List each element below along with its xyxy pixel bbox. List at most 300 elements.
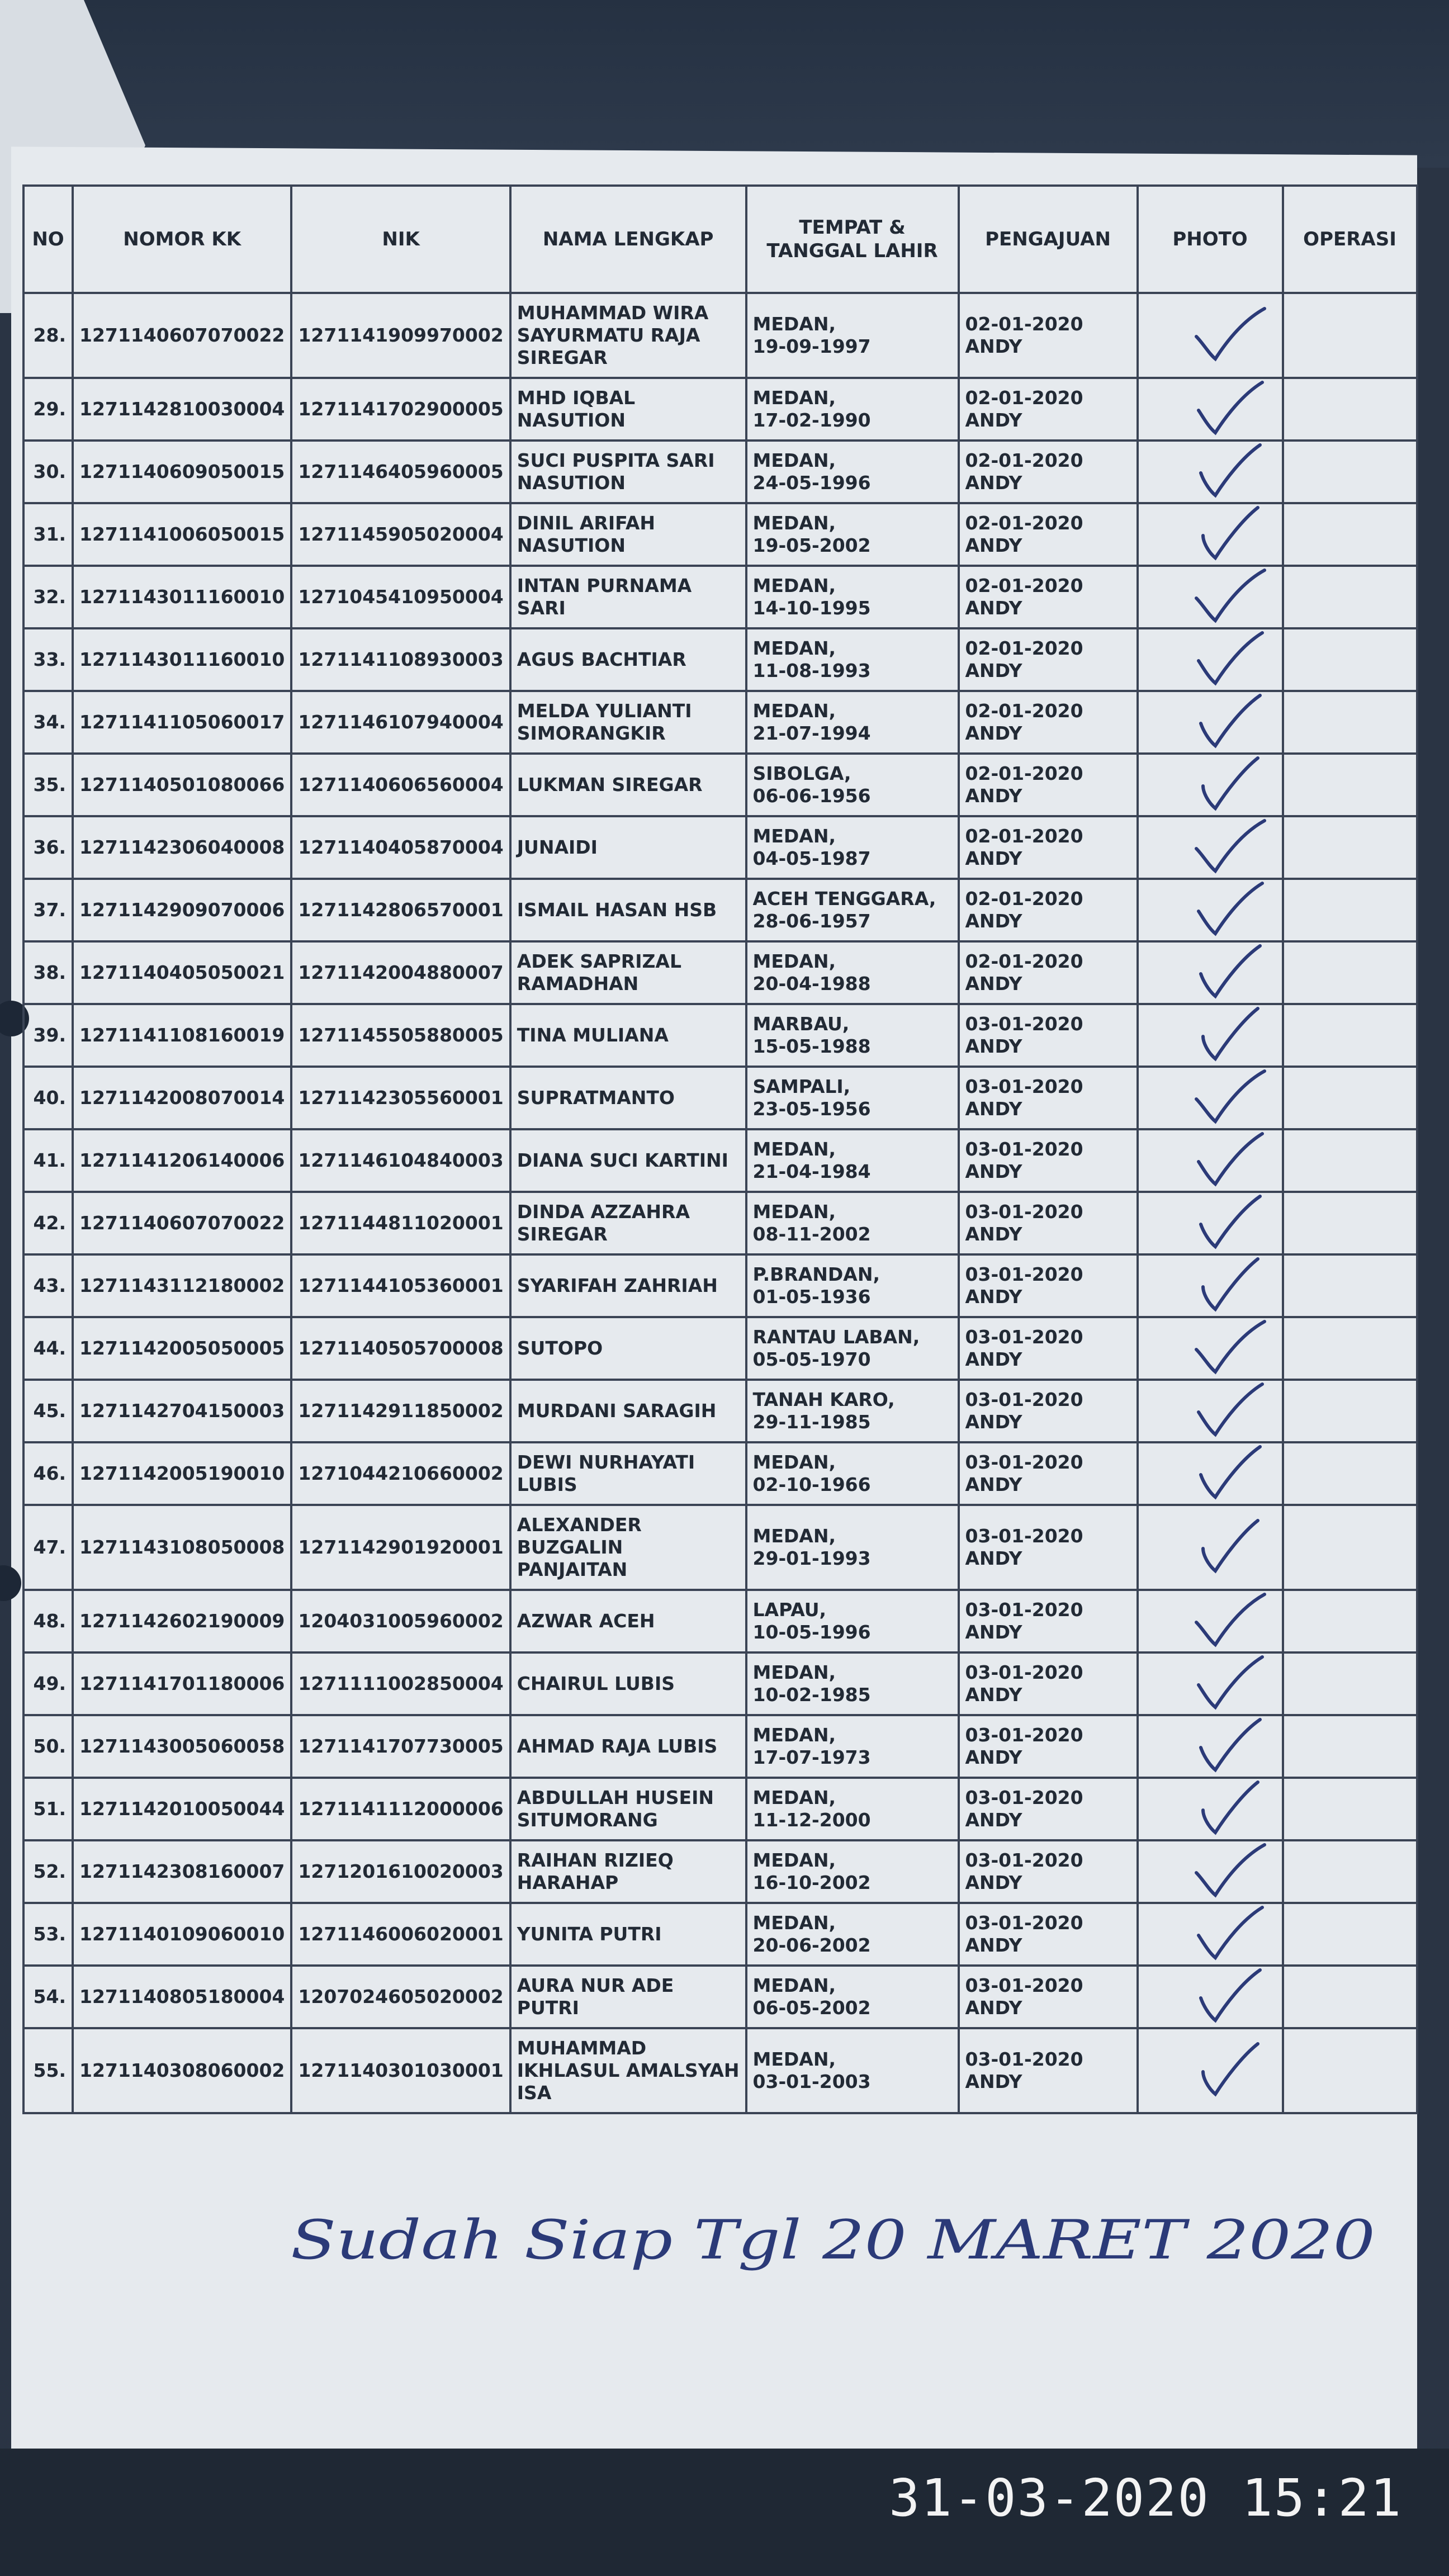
table-row [23,1442,1417,1505]
table-row [23,1317,1417,1380]
petugas: ANDY [965,1286,1022,1308]
petugas: ANDY [965,1621,1022,1643]
petugas: ANDY [965,1035,1022,1057]
tempat-lahir: MEDAN, [752,1787,836,1808]
tempat-tanggal-lahir-cell [746,816,959,879]
nama-line: SITUMORANG [517,1809,658,1831]
petugas: ANDY [965,409,1022,431]
tempat-tanggal-lahir-cell [746,566,959,628]
header-photo: PHOTO [1138,186,1283,293]
tanggal-pengajuan: 02-01-2020 [965,449,1083,471]
row-number: 49. [23,1652,73,1715]
nik-cell: 1271146104840003 [291,1129,510,1192]
nik-cell: 1271044210660002 [291,1442,510,1505]
nik-cell: 1271141707730005 [291,1715,510,1778]
petugas: ANDY [965,910,1022,932]
nomor-kk-cell: 1271140405050021 [73,941,291,1004]
petugas: ANDY [965,1411,1022,1433]
tempat-lahir: RANTAU LABAN, [752,1326,920,1348]
nama-line: MUHAMMAD [517,2037,647,2059]
nomor-kk-cell: 1271142005190010 [73,1442,291,1505]
tanggal-lahir: 06-06-1956 [752,785,871,807]
nama-cell [510,1652,746,1715]
operasi-cell [1283,2028,1417,2113]
photo-cell [1138,691,1283,754]
tanggal-lahir: 28-06-1957 [752,910,871,932]
pengajuan-cell [959,816,1138,879]
petugas: ANDY [965,1684,1022,1706]
operasi-cell [1283,1840,1417,1903]
nomor-kk-cell: 1271142008070014 [73,1067,291,1129]
nama-line: NASUTION [517,534,626,556]
nama-cell [510,378,746,441]
tempat-lahir: SAMPALI, [752,1076,851,1097]
nik-cell: 1271142806570001 [291,879,510,941]
tempat-lahir: MEDAN, [752,575,836,596]
tempat-tanggal-lahir-cell [746,2028,959,2113]
nomor-kk-cell: 1271142005050005 [73,1317,291,1380]
nama-cell [510,1192,746,1254]
tanggal-pengajuan: 03-01-2020 [965,1525,1083,1547]
tempat-tanggal-lahir-cell [746,691,959,754]
nik-cell: 1271111002850004 [291,1652,510,1715]
photo-cell [1138,1505,1283,1590]
checkmark-icon [1186,1840,1270,1902]
tanggal-lahir: 05-05-1970 [752,1348,871,1370]
tanggal-pengajuan: 02-01-2020 [965,387,1083,409]
photo-cell [1138,441,1283,503]
row-number: 42. [23,1192,73,1254]
nomor-kk-cell: 1271140607070022 [73,293,291,378]
photo-cell [1138,879,1283,941]
row-number: 46. [23,1442,73,1505]
checkmark-icon [1186,1652,1270,1714]
header-pengajuan: PENGAJUAN [959,186,1138,293]
nik-cell: 1271201610020003 [291,1840,510,1903]
operasi-cell [1283,879,1417,941]
row-number: 31. [23,503,73,566]
nik-cell: 1271145505880005 [291,1004,510,1067]
nama-line: RAIHAN RIZIEQ [517,1849,674,1871]
nama-cell [510,1317,746,1380]
photo-cell [1138,293,1283,378]
checkmark-icon [1186,503,1270,565]
operasi-cell [1283,1004,1417,1067]
nik-cell: 1204031005960002 [291,1590,510,1652]
nik-cell: 1271141909970002 [291,293,510,378]
table-row [23,1505,1417,1590]
nama-line: DINDA AZZAHRA [517,1201,690,1223]
tanggal-lahir: 24-05-1996 [752,472,871,494]
table-row [23,2028,1417,2113]
table-row [23,1840,1417,1903]
tempat-tanggal-lahir-cell [746,503,959,566]
tanggal-lahir: 15-05-1988 [752,1035,871,1057]
table-header-row [23,186,1417,293]
nik-cell: 1271141112000006 [291,1778,510,1840]
row-number: 32. [23,566,73,628]
tempat-tanggal-lahir-cell [746,441,959,503]
pengajuan-cell [959,1442,1138,1505]
tempat-lahir: MEDAN, [752,1912,836,1934]
photo-cell [1138,1192,1283,1254]
nama-line: TINA MULIANA [517,1024,669,1046]
photo-cell [1138,628,1283,691]
nama-line: ISA [517,2082,552,2104]
tempat-tanggal-lahir-cell [746,1004,959,1067]
tanggal-pengajuan: 02-01-2020 [965,700,1083,722]
photo-cell [1138,1317,1283,1380]
nomor-kk-cell: 1271141108160019 [73,1004,291,1067]
row-number: 35. [23,754,73,816]
pengajuan-cell [959,1590,1138,1652]
tempat-lahir: MEDAN, [752,1201,836,1223]
table-row [23,1129,1417,1192]
operasi-cell [1283,1652,1417,1715]
pengajuan-cell [959,941,1138,1004]
tempat-tanggal-lahir-cell [746,1129,959,1192]
tempat-tanggal-lahir-cell [746,628,959,691]
photo-cell [1138,816,1283,879]
tempat-tanggal-lahir-cell [746,1254,959,1317]
nik-cell: 1271142004880007 [291,941,510,1004]
checkmark-icon [1186,628,1270,690]
header-operasi: OPERASI [1283,186,1417,293]
operasi-cell [1283,754,1417,816]
checkmark-icon [1186,1442,1270,1504]
tempat-lahir: MEDAN, [752,1661,836,1683]
nama-line: MELDA YULIANTI [517,700,692,722]
tempat-tanggal-lahir-cell [746,879,959,941]
tanggal-lahir: 11-08-1993 [752,660,871,681]
operasi-cell [1283,566,1417,628]
checkmark-icon [1186,879,1270,940]
tempat-tanggal-lahir-cell [746,1067,959,1129]
row-number: 47. [23,1505,73,1590]
nama-line: AHMAD RAJA LUBIS [517,1735,718,1757]
petugas: ANDY [965,973,1022,995]
photo-cell [1138,1004,1283,1067]
tempat-tanggal-lahir-cell [746,293,959,378]
nama-cell [510,293,746,378]
table-row [23,1590,1417,1652]
tanggal-lahir: 19-09-1997 [752,335,871,357]
tempat-tanggal-lahir-cell [746,1840,959,1903]
nama-cell [510,1840,746,1903]
nama-line: RAMADHAN [517,973,639,995]
tempat-tanggal-lahir-cell [746,1317,959,1380]
tempat-lahir: LAPAU, [752,1599,827,1621]
table-row [23,1652,1417,1715]
pengajuan-cell [959,1192,1138,1254]
photo-cell [1138,1129,1283,1192]
tanggal-lahir: 03-01-2003 [752,2071,871,2092]
photo-cell [1138,941,1283,1004]
tempat-lahir: MEDAN, [752,313,836,335]
checkmark-icon [1186,1317,1270,1379]
petugas: ANDY [965,785,1022,807]
row-number: 52. [23,1840,73,1903]
tempat-lahir: MARBAU, [752,1013,850,1035]
nomor-kk-cell: 1271140609050015 [73,441,291,503]
checkmark-icon [1186,1129,1270,1191]
nama-cell [510,1067,746,1129]
row-number: 43. [23,1254,73,1317]
nomor-kk-cell: 1271141006050015 [73,503,291,566]
table-row [23,503,1417,566]
tempat-tanggal-lahir-cell [746,1903,959,1966]
table-row [23,441,1417,503]
pengajuan-cell [959,2028,1138,2113]
row-number: 36. [23,816,73,879]
nama-cell [510,566,746,628]
row-number: 38. [23,941,73,1004]
operasi-cell [1283,1505,1417,1590]
tempat-lahir: ACEH TENGGARA, [752,888,936,910]
tanggal-lahir: 02-10-1966 [752,1474,871,1495]
row-number: 50. [23,1715,73,1778]
petugas: ANDY [965,1934,1022,1956]
photo-cell [1138,503,1283,566]
petugas: ANDY [965,722,1022,744]
checkmark-icon [1186,1067,1270,1128]
tempat-tanggal-lahir-cell [746,378,959,441]
pengajuan-cell [959,1129,1138,1192]
pengajuan-cell [959,1254,1138,1317]
photo-cell [1138,754,1283,816]
nama-cell [510,754,746,816]
petugas: ANDY [965,472,1022,494]
nik-cell: 1271142901920001 [291,1505,510,1590]
petugas: ANDY [965,335,1022,357]
table-row [23,628,1417,691]
photo-cell [1138,1652,1283,1715]
checkmark-icon [1186,2039,1270,2101]
row-number: 44. [23,1317,73,1380]
nama-line: MUHAMMAD WIRA [517,302,709,324]
nama-cell [510,1715,746,1778]
pengajuan-cell [959,1840,1138,1903]
tempat-lahir: MEDAN, [752,2048,836,2070]
pengajuan-cell [959,1004,1138,1067]
nama-line: SUTOPO [517,1337,603,1359]
petugas: ANDY [965,2071,1022,2092]
tanggal-lahir: 23-05-1956 [752,1098,871,1120]
table-row [23,1192,1417,1254]
operasi-cell [1283,1590,1417,1652]
nomor-kk-cell: 1271140607070022 [73,1192,291,1254]
table-row [23,1778,1417,1840]
pengajuan-cell [959,1505,1138,1590]
photo-cell [1138,2028,1283,2113]
tanggal-lahir: 04-05-1987 [752,847,871,869]
pengajuan-cell [959,1380,1138,1442]
petugas: ANDY [965,534,1022,556]
tanggal-lahir: 17-02-1990 [752,409,871,431]
operasi-cell [1283,691,1417,754]
nik-cell: 1271141702900005 [291,378,510,441]
nik-cell: 1271146405960005 [291,441,510,503]
tempat-lahir: P.BRANDAN, [752,1263,880,1285]
nama-line: SIREGAR [517,347,608,368]
table-row [23,1903,1417,1966]
nama-line: DEWI NURHAYATI [517,1451,695,1473]
petugas: ANDY [965,597,1022,619]
nomor-kk-cell: 1271143108050008 [73,1505,291,1590]
checkmark-icon [1186,1380,1270,1441]
pengajuan-cell [959,1067,1138,1129]
tanggal-lahir: 29-01-1993 [752,1547,871,1569]
nama-line: SAYURMATU RAJA [517,324,700,346]
checkmark-icon [1186,566,1270,627]
petugas: ANDY [965,1098,1022,1120]
tanggal-pengajuan: 03-01-2020 [965,2048,1083,2070]
row-number: 40. [23,1067,73,1129]
nama-cell [510,1442,746,1505]
table-row [23,1067,1417,1129]
nama-line: AGUS BACHTIAR [517,648,686,670]
nik-cell: 1271140301030001 [291,2028,510,2113]
operasi-cell [1283,941,1417,1004]
nik-cell: 1271140505700008 [291,1317,510,1380]
tanggal-lahir: 01-05-1936 [752,1286,871,1308]
pengajuan-cell [959,879,1138,941]
table-row [23,378,1417,441]
nik-cell: 1271142305560001 [291,1067,510,1129]
tanggal-pengajuan: 03-01-2020 [965,1389,1083,1410]
tanggal-pengajuan: 02-01-2020 [965,950,1083,972]
nik-cell: 1271146006020001 [291,1903,510,1966]
pengajuan-cell [959,293,1138,378]
tanggal-lahir: 16-10-2002 [752,1872,871,1893]
tempat-lahir: MEDAN, [752,950,836,972]
pengajuan-cell [959,1778,1138,1840]
header-nomor-kk: NOMOR KK [73,186,291,293]
header-nama-lengkap: NAMA LENGKAP [510,186,746,293]
tempat-lahir: MEDAN, [752,512,836,534]
checkmark-icon [1186,1192,1270,1253]
nama-line: SUPRATMANTO [517,1087,675,1109]
tempat-tanggal-lahir-cell [746,1778,959,1840]
tanggal-pengajuan: 02-01-2020 [965,637,1083,659]
row-number: 29. [23,378,73,441]
photo-cell [1138,1442,1283,1505]
nomor-kk-cell: 1271141206140006 [73,1129,291,1192]
nama-line: LUBIS [517,1474,577,1495]
tanggal-lahir: 08-11-2002 [752,1223,871,1245]
checkmark-icon [1186,941,1270,1003]
nama-line: DIANA SUCI KARTINI [517,1149,728,1171]
operasi-cell [1283,1442,1417,1505]
petugas: ANDY [965,1872,1022,1893]
checkmark-icon [1186,441,1270,502]
nama-cell [510,1254,746,1317]
row-number: 55. [23,2028,73,2113]
photo-cell [1138,1380,1283,1442]
nama-cell [510,1966,746,2028]
nama-line: SIMORANGKIR [517,722,666,744]
operasi-cell [1283,1254,1417,1317]
nama-line: AZWAR ACEH [517,1610,655,1632]
nama-line: LUKMAN SIREGAR [517,774,703,795]
row-number: 41. [23,1129,73,1192]
petugas: ANDY [965,660,1022,681]
pengajuan-cell [959,1652,1138,1715]
row-number: 33. [23,628,73,691]
photo-cell [1138,566,1283,628]
table-row [23,879,1417,941]
nomor-kk-cell: 1271142909070006 [73,879,291,941]
tempat-tanggal-lahir-cell [746,1442,959,1505]
nomor-kk-cell: 1271140109060010 [73,1903,291,1966]
checkmark-icon [1186,304,1270,366]
checkmark-icon [1186,691,1270,752]
nama-line: MURDANI SARAGIH [517,1400,717,1422]
tanggal-lahir: 14-10-1995 [752,597,871,619]
tanggal-pengajuan: 03-01-2020 [965,1076,1083,1097]
nik-cell: 1271045410950004 [291,566,510,628]
tanggal-pengajuan: 03-01-2020 [965,1138,1083,1160]
handwritten-note-text: Sudah Siap Tgl 20 MARET 2020 [291,2209,1375,2271]
photo-cell [1138,1778,1283,1840]
nomor-kk-cell: 1271142602190009 [73,1590,291,1652]
operasi-cell [1283,1778,1417,1840]
row-number: 28. [23,293,73,378]
tempat-tanggal-lahir-cell [746,1652,959,1715]
petugas: ANDY [965,1223,1022,1245]
tanggal-pengajuan: 03-01-2020 [965,1974,1083,1996]
table-row [23,566,1417,628]
nomor-kk-cell: 1271140501080066 [73,754,291,816]
nomor-kk-cell: 1271143112180002 [73,1254,291,1317]
row-number: 39. [23,1004,73,1067]
petugas: ANDY [965,1997,1022,2019]
nama-line: NASUTION [517,472,626,494]
pengajuan-cell [959,1715,1138,1778]
tanggal-pengajuan: 03-01-2020 [965,1912,1083,1934]
tempat-tanggal-lahir-cell [746,1966,959,2028]
nama-line: ISMAIL HASAN HSB [517,899,717,921]
nomor-kk-cell: 1271141105060017 [73,691,291,754]
row-number: 30. [23,441,73,503]
checkmark-icon [1186,378,1270,439]
pengajuan-cell [959,566,1138,628]
petugas: ANDY [965,847,1022,869]
operasi-cell [1283,1715,1417,1778]
photo-cell [1138,1254,1283,1317]
table-row [23,1380,1417,1442]
tanggal-pengajuan: 03-01-2020 [965,1201,1083,1223]
operasi-cell [1283,628,1417,691]
nama-line: SUCI PUSPITA SARI [517,449,715,471]
operasi-cell [1283,1966,1417,2028]
nomor-kk-cell: 1271143011160010 [73,566,291,628]
tempat-lahir: MEDAN, [752,637,836,659]
tempat-tanggal-lahir-cell [746,941,959,1004]
operasi-cell [1283,503,1417,566]
tanggal-lahir: 20-06-2002 [752,1934,871,1956]
pengajuan-cell [959,628,1138,691]
nik-cell: 1271146107940004 [291,691,510,754]
table-row [23,816,1417,879]
nik-cell: 1271140606560004 [291,754,510,816]
nama-cell [510,628,746,691]
nama-cell [510,816,746,879]
checkmark-icon [1186,1966,1270,2027]
operasi-cell [1283,1903,1417,1966]
tanggal-lahir: 19-05-2002 [752,534,871,556]
handwritten-note [291,2203,1409,2281]
